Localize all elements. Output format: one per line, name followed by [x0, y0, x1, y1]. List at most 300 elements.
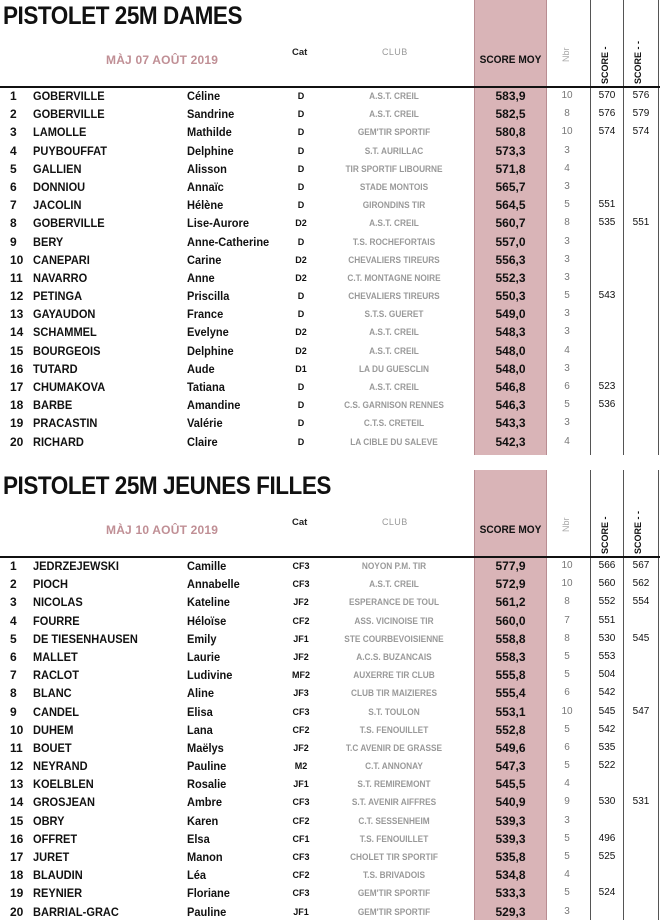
cell-rank: 13: [10, 777, 24, 792]
cell-nbr: 10: [561, 578, 573, 590]
cell-score: 564,5: [495, 198, 526, 213]
cell-score: 542,3: [495, 434, 526, 449]
cell-nbr: 3: [564, 180, 570, 192]
section-title: PISTOLET 25M JEUNES FILLES: [3, 472, 331, 500]
cell-first: Lise-Aurore: [187, 216, 249, 231]
cell-cat: D: [297, 418, 305, 429]
cell-s1: 543: [598, 290, 616, 302]
cell-last: DE TIESENHAUSEN: [33, 631, 138, 646]
cell-club: S.T. AURILLAC: [364, 145, 424, 156]
table-row: [0, 378, 660, 396]
cell-first: Valérie: [187, 416, 223, 431]
cell-rank: 9: [10, 704, 17, 719]
cell-rank: 11: [10, 740, 23, 755]
cell-score: 547,3: [495, 759, 526, 774]
cell-nbr: 5: [564, 650, 570, 662]
cell-last: RICHARD: [33, 434, 84, 449]
cell-nbr: 5: [564, 851, 570, 862]
cell-cat: CF3: [292, 561, 310, 571]
cell-s1: 524: [598, 887, 616, 899]
cell-cat: D: [297, 145, 305, 156]
cell-s2: 551: [632, 217, 650, 229]
cell-score: 555,4: [495, 686, 526, 701]
table-row: [0, 87, 660, 105]
cell-first: Hélène: [187, 198, 224, 213]
cell-score: 548,3: [495, 325, 526, 340]
cell-rank: 16: [10, 361, 24, 376]
cell-cat: JF1: [293, 906, 309, 917]
header-cat: Cat: [292, 47, 308, 58]
cell-nbr: 8: [564, 632, 570, 644]
cell-club: C.T.S. CRETEIL: [363, 418, 425, 429]
cell-nbr: 3: [564, 271, 570, 283]
header-nbr: Nbr: [561, 47, 571, 62]
cell-first: Annabelle: [187, 577, 240, 592]
cell-score: 556,3: [495, 252, 526, 267]
cell-cat: CF3: [292, 706, 310, 717]
cell-s1: 535: [598, 217, 616, 229]
cell-nbr: 3: [564, 235, 570, 247]
cell-last: CANDEL: [33, 704, 79, 719]
table-row: [0, 342, 660, 360]
header-score: SCORE MOY: [479, 54, 542, 66]
cell-nbr: 7: [564, 614, 570, 626]
cell-rank: 16: [10, 831, 24, 846]
cell-score: 577,9: [495, 559, 526, 573]
cell-first: Claire: [187, 434, 218, 449]
cell-first: Emily: [187, 631, 217, 646]
cell-cat: D: [297, 400, 305, 411]
cell-club: T.S. FENOUILLET: [359, 833, 429, 844]
table-row: [0, 593, 660, 611]
cell-cat: D: [297, 309, 305, 320]
cell-last: RACLOT: [33, 668, 79, 683]
cell-first: Carine: [187, 252, 222, 267]
cell-cat: JF2: [293, 742, 309, 753]
cell-cat: CF2: [292, 870, 310, 881]
table-row: [0, 666, 660, 684]
cell-last: BOUET: [33, 740, 72, 755]
header-club: CLUB: [382, 517, 408, 527]
cell-cat: MF2: [292, 670, 310, 681]
cell-last: GROSJEAN: [33, 795, 95, 810]
cell-s1: 574: [598, 126, 616, 138]
cell-last: JACOLIN: [33, 198, 82, 213]
cell-cat: CF3: [292, 888, 310, 899]
table-row: [0, 575, 660, 593]
cell-nbr: 8: [564, 217, 570, 229]
cell-first: Céline: [187, 89, 221, 103]
cell-last: MALLET: [33, 649, 78, 664]
cell-s1: 551: [598, 199, 616, 211]
cell-s1: 552: [598, 596, 616, 608]
cell-club: C.T. SESSENHEIM: [358, 815, 430, 826]
table-row: [0, 793, 660, 811]
cell-rank: 15: [10, 343, 24, 358]
cell-cat: CF3: [292, 579, 310, 590]
cell-score: 539,3: [495, 831, 526, 846]
cell-score: 548,0: [495, 343, 526, 358]
cell-score: 535,8: [495, 850, 526, 864]
cell-last: PETINGA: [33, 289, 83, 304]
cell-cat: D: [297, 236, 305, 247]
cell-first: Aude: [187, 361, 215, 376]
cell-nbr: 5: [564, 290, 570, 302]
cell-score: 549,6: [495, 740, 526, 755]
cell-rank: 11: [10, 270, 23, 285]
cell-score: 573,3: [495, 143, 526, 158]
cell-s1: 523: [598, 381, 616, 392]
cell-first: Lana: [187, 722, 213, 737]
cell-cat: D2: [295, 327, 307, 338]
cell-last: GOBERVILLE: [33, 216, 105, 231]
cell-rank: 6: [10, 179, 17, 194]
cell-nbr: 5: [564, 399, 570, 411]
cell-cat: D: [297, 200, 305, 211]
cell-last: TUTARD: [33, 361, 78, 376]
cell-cat: JF2: [293, 597, 309, 608]
cell-last: GOBERVILLE: [33, 107, 105, 122]
table-row: [0, 612, 660, 630]
table-row: [0, 142, 660, 160]
cell-score: 558,8: [495, 631, 526, 646]
cell-nbr: 3: [564, 308, 570, 320]
cell-nbr: 4: [564, 344, 570, 356]
ranking-table: [0, 87, 660, 451]
cell-score: 557,0: [495, 234, 526, 249]
cell-cat: D: [297, 291, 305, 302]
header-score2: SCORE - -: [633, 510, 643, 554]
cell-club: NOYON P.M. TIR: [361, 561, 427, 571]
cell-last: REYNIER: [33, 886, 83, 901]
cell-rank: 8: [10, 686, 17, 701]
cell-last: CHUMAKOVA: [33, 380, 106, 394]
cell-cat: CF2: [292, 815, 310, 826]
table-row: [0, 251, 660, 269]
cell-club: T.S. BRIVADOIS: [363, 870, 425, 881]
cell-rank: 10: [10, 252, 24, 267]
table-row: [0, 178, 660, 196]
cell-nbr: 4: [564, 869, 570, 881]
cell-nbr: 10: [561, 705, 573, 717]
table-row: [0, 739, 660, 757]
cell-first: Camille: [187, 559, 227, 573]
cell-cat: D2: [295, 254, 307, 265]
cell-club: CHEVALIERS TIREURS: [348, 254, 440, 265]
cell-s1: 525: [598, 851, 616, 862]
table-row: [0, 775, 660, 793]
cell-club: S.T. REMIREMONT: [357, 779, 431, 790]
table-row: [0, 903, 660, 920]
table-row: [0, 160, 660, 178]
cell-score: 560,7: [495, 216, 526, 231]
cell-rank: 10: [10, 722, 24, 737]
cell-first: Héloïse: [187, 613, 227, 628]
cell-score: 565,7: [495, 179, 526, 194]
cell-club: ESPERANCE DE TOUL: [348, 597, 440, 608]
cell-cat: CF2: [292, 615, 310, 626]
cell-nbr: 3: [564, 326, 570, 338]
cell-first: Priscilla: [187, 289, 230, 304]
cell-last: NEYRAND: [33, 759, 88, 774]
cell-rank: 12: [10, 289, 24, 304]
cell-s1: 542: [598, 723, 616, 735]
section-title: PISTOLET 25M DAMES: [3, 2, 243, 30]
cell-s2: 554: [632, 596, 650, 608]
cell-first: Mathilde: [187, 125, 232, 140]
cell-rank: 17: [10, 850, 24, 864]
cell-last: BLANC: [33, 686, 72, 701]
cell-nbr: 10: [561, 126, 573, 138]
cell-s2: 574: [632, 126, 650, 138]
cell-s1: 576: [598, 108, 616, 120]
cell-first: Elsa: [187, 831, 210, 846]
table-row: [0, 757, 660, 775]
table-row: [0, 233, 660, 251]
cell-nbr: 3: [564, 144, 570, 156]
table-row: [0, 557, 660, 575]
cell-s1: 504: [598, 669, 616, 681]
table-row: [0, 396, 660, 414]
cell-rank: 3: [10, 125, 17, 140]
cell-cat: D: [297, 127, 305, 138]
cell-score: 546,8: [495, 380, 526, 394]
cell-first: Anne-Catherine: [187, 234, 270, 249]
cell-score: 580,8: [495, 125, 526, 140]
cell-nbr: 4: [564, 778, 570, 790]
cell-club: AUXERRE TIR CLUB: [353, 670, 435, 681]
cell-rank: 7: [10, 668, 17, 683]
cell-club: LA CIBLE DU SALEVE: [350, 436, 438, 447]
cell-cat: CF3: [292, 852, 310, 862]
cell-rank: 3: [10, 595, 17, 610]
cell-score: 555,8: [495, 668, 526, 683]
table-row: [0, 830, 660, 848]
cell-score: 550,3: [495, 289, 526, 304]
cell-nbr: 3: [564, 905, 570, 917]
cell-rank: 2: [10, 107, 17, 122]
cell-s1: 535: [598, 741, 616, 753]
cell-first: Amandine: [187, 398, 241, 413]
cell-club: LA DU GUESCLIN: [358, 363, 430, 374]
cell-last: KOELBLEN: [33, 777, 94, 792]
cell-score: 546,3: [495, 398, 526, 413]
cell-first: Delphine: [187, 343, 234, 358]
cell-last: CANEPARI: [33, 252, 90, 267]
cell-nbr: 3: [564, 814, 570, 826]
cell-s2: 545: [632, 632, 650, 644]
cell-last: DONNIOU: [33, 179, 86, 194]
cell-s2: 576: [632, 90, 650, 101]
cell-rank: 6: [10, 649, 17, 664]
cell-club: A.S.T. CREIL: [369, 327, 419, 338]
cell-cat: D: [297, 163, 305, 174]
cell-s2: 567: [632, 560, 650, 571]
cell-cat: JF3: [293, 688, 309, 699]
cell-nbr: 8: [564, 108, 570, 120]
cell-club: GIRONDINS TIR: [362, 200, 426, 211]
cell-club: A.C.S. BUZANCAIS: [356, 651, 432, 662]
table-row: [0, 269, 660, 287]
cell-score: 549,0: [495, 307, 526, 322]
section-dames: [0, 0, 660, 455]
cell-score: 534,8: [495, 868, 526, 883]
cell-score: 561,2: [495, 595, 526, 610]
cell-club: T.C AVENIR DE GRASSE: [345, 742, 443, 753]
cell-score: 560,0: [495, 613, 526, 628]
cell-last: GALLIEN: [33, 161, 82, 176]
table-row: [0, 414, 660, 432]
cell-first: Rosalie: [187, 777, 227, 792]
cell-s1: 542: [598, 687, 616, 699]
cell-cat: JF1: [293, 779, 309, 790]
cell-rank: 5: [10, 161, 17, 176]
header-score1: SCORE -: [600, 46, 610, 84]
cell-club: A.S.T. CREIL: [369, 345, 419, 356]
cell-cat: CF3: [292, 797, 310, 808]
cell-club: GEM'TIR SPORTIF: [357, 888, 431, 899]
cell-cat: D: [297, 91, 305, 101]
cell-rank: 14: [10, 795, 24, 810]
cell-club: GEM'TIR SPORTIF: [357, 906, 431, 917]
table-row: [0, 884, 660, 902]
cell-rank: 5: [10, 631, 17, 646]
table-row: [0, 196, 660, 214]
cell-cat: JF2: [293, 651, 309, 662]
table-row: [0, 812, 660, 830]
cell-rank: 7: [10, 198, 17, 213]
cell-s1: 536: [598, 399, 616, 411]
table-row: [0, 433, 660, 451]
header-score1: SCORE -: [600, 516, 610, 554]
cell-rank: 1: [10, 559, 17, 573]
cell-s1: 553: [598, 650, 616, 662]
cell-last: SCHAMMEL: [33, 325, 97, 340]
cell-score: 548,0: [495, 361, 526, 376]
cell-cat: D2: [295, 218, 307, 229]
cell-nbr: 5: [564, 199, 570, 211]
header-score2: SCORE - -: [633, 40, 643, 84]
cell-nbr: 6: [564, 687, 570, 699]
cell-s1: 545: [598, 705, 616, 717]
cell-club: TIR SPORTIF LIBOURNE: [345, 163, 443, 174]
cell-rank: 17: [10, 380, 24, 394]
cell-rank: 1: [10, 89, 17, 103]
table-row: [0, 214, 660, 232]
cell-club: T.S. FENOUILLET: [359, 724, 429, 735]
cell-nbr: 9: [564, 796, 570, 808]
table-row: [0, 123, 660, 141]
cell-score: 583,9: [495, 89, 526, 103]
cell-club: C.S. GARNISON RENNES: [344, 400, 444, 411]
cell-club: C.T. MONTAGNE NOIRE: [347, 272, 441, 283]
cell-last: NAVARRO: [33, 270, 88, 285]
cell-cat: D1: [295, 363, 307, 374]
cell-first: France: [187, 307, 224, 322]
cell-nbr: 5: [564, 760, 570, 772]
cell-club: CLUB TIR MAIZIERES: [350, 688, 438, 699]
cell-score: 552,8: [495, 722, 526, 737]
cell-last: PRACASTIN: [33, 416, 98, 431]
cell-s1: 522: [598, 760, 616, 772]
cell-nbr: 3: [564, 417, 570, 429]
cell-s1: 570: [598, 90, 616, 101]
header-club: CLUB: [382, 47, 408, 57]
cell-first: Manon: [187, 850, 223, 864]
cell-rank: 12: [10, 759, 24, 774]
cell-last: LAMOLLE: [33, 125, 87, 140]
cell-rank: 20: [10, 434, 24, 449]
cell-club: S.T. TOULON: [368, 706, 420, 717]
cell-first: Alisson: [187, 161, 227, 176]
cell-last: BLAUDIN: [33, 868, 83, 883]
cell-last: NICOLAS: [33, 595, 83, 610]
cell-cat: CF2: [292, 724, 310, 735]
cell-cat: D2: [295, 272, 307, 283]
cell-nbr: 4: [564, 435, 570, 447]
cell-s1: 560: [598, 578, 616, 590]
cell-last: OBRY: [33, 813, 65, 828]
cell-last: GAYAUDON: [33, 307, 96, 322]
cell-cat: D: [297, 109, 305, 120]
cell-rank: 19: [10, 886, 24, 901]
cell-last: BOURGEOIS: [33, 343, 101, 358]
cell-cat: CF1: [292, 833, 310, 844]
cell-s2: 562: [632, 578, 650, 590]
cell-club: S.T. AVENIR AIFFRES: [351, 797, 437, 808]
cell-last: FOURRE: [33, 613, 80, 628]
cell-nbr: 4: [564, 162, 570, 174]
cell-nbr: 8: [564, 596, 570, 608]
header-score: SCORE MOY: [479, 524, 542, 536]
cell-nbr: 5: [564, 723, 570, 735]
cell-club: S.T.S. GUERET: [364, 309, 424, 320]
cell-club: A.S.T. CREIL: [369, 109, 419, 120]
cell-s2: 531: [632, 796, 650, 808]
cell-club: CHEVALIERS TIREURS: [348, 291, 440, 302]
cell-score: 543,3: [495, 416, 526, 431]
cell-nbr: 5: [564, 669, 570, 681]
table-row: [0, 703, 660, 721]
cell-score: 582,5: [495, 107, 526, 122]
cell-score: 533,3: [495, 886, 526, 901]
cell-rank: 9: [10, 234, 17, 249]
cell-score: 545,5: [495, 777, 526, 792]
cell-first: Anne: [187, 270, 215, 285]
cell-last: PUYBOUFFAT: [33, 143, 108, 158]
cell-nbr: 10: [561, 90, 573, 101]
cell-rank: 4: [10, 143, 17, 158]
cell-last: BARRIAL-GRAC: [33, 904, 119, 919]
table-row: [0, 721, 660, 739]
table-row: [0, 648, 660, 666]
cell-cat: JF1: [293, 633, 309, 644]
cell-s1: 551: [598, 614, 616, 626]
cell-nbr: 3: [564, 253, 570, 265]
header-cat: Cat: [292, 517, 308, 528]
cell-s1: 530: [598, 796, 616, 808]
cell-last: BERY: [33, 234, 64, 249]
cell-first: Evelyne: [187, 325, 229, 340]
cell-nbr: 6: [564, 741, 570, 753]
cell-club: ASS. VICINOISE TIR: [354, 615, 434, 626]
ranking-table: [0, 557, 660, 920]
cell-first: Delphine: [187, 143, 234, 158]
cell-rank: 18: [10, 868, 24, 883]
cell-s1: 566: [598, 560, 616, 571]
cell-nbr: 6: [564, 381, 570, 392]
section-jeunes-filles: [0, 470, 660, 920]
